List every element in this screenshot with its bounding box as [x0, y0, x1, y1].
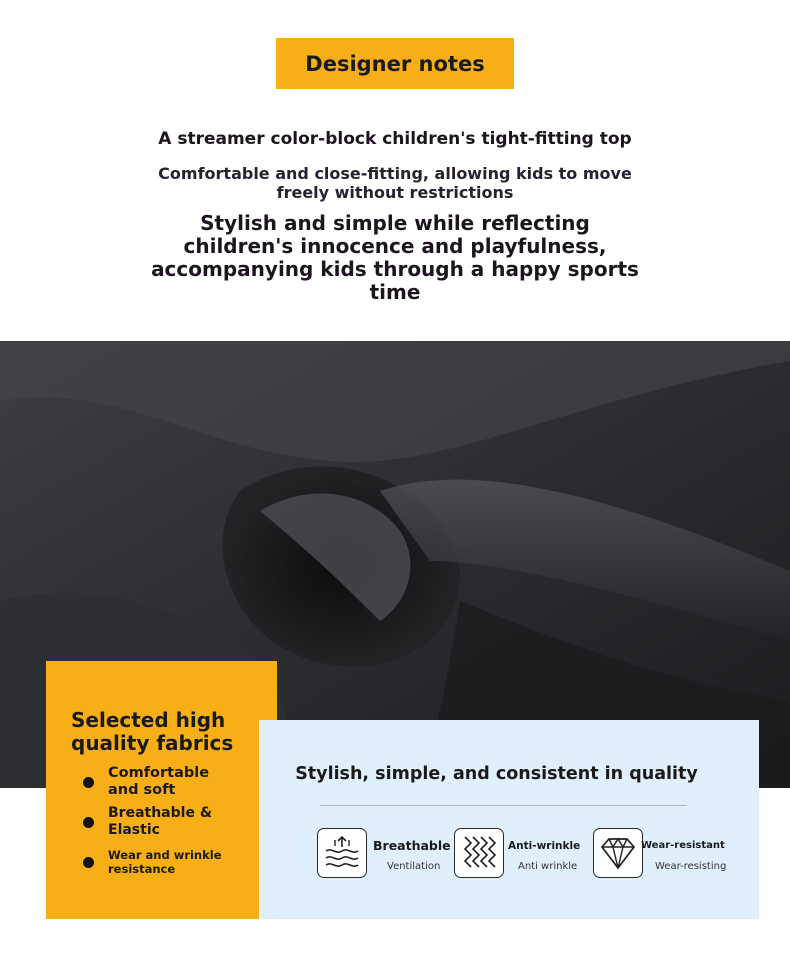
- product-title: A streamer color-block children's tight-fitting top: [158, 129, 632, 149]
- feature-item-resistance: [83, 848, 238, 876]
- designer-notes-badge: Designer notes: [276, 38, 514, 89]
- quality-title: Stylish, simple, and consistent in quality: [295, 764, 698, 784]
- divider: [320, 805, 687, 806]
- breathable-icon: [317, 828, 367, 878]
- product-subtitle: Comfortable and close-fitting, allowing kids to move freely without restrictions: [158, 164, 632, 202]
- wear-resistant-title: Wear-resistant: [641, 840, 725, 851]
- diamond-icon: [593, 828, 643, 878]
- quality-card: [259, 720, 759, 919]
- feature-label: Breathable & Elastic: [108, 805, 213, 838]
- breathable-title: Breathable: [373, 838, 451, 853]
- bullet-icon: [83, 857, 94, 868]
- anti-wrinkle-icon: [454, 828, 504, 878]
- anti-wrinkle-subtitle: Anti wrinkle: [518, 861, 578, 872]
- fabric-features-card: [46, 661, 277, 919]
- wear-resistant-subtitle: Wear-resisting: [655, 861, 727, 872]
- feature-item-breathable: [83, 805, 228, 839]
- anti-wrinkle-title: Anti-wrinkle: [508, 840, 581, 852]
- feature-label: Comfortable and soft: [108, 765, 210, 798]
- product-tagline: Stylish and simple while reflecting children's innocence and playfulness, accompanying kids through a happy sports time: [151, 211, 639, 304]
- fabric-features-title: Selected high quality fabrics: [71, 708, 234, 755]
- feature-item-comfortable: [83, 765, 228, 799]
- bullet-icon: [83, 817, 94, 828]
- feature-label: Wear and wrinkle resistance: [108, 848, 222, 876]
- breathable-subtitle: Ventilation: [387, 861, 441, 872]
- bullet-icon: [83, 777, 94, 788]
